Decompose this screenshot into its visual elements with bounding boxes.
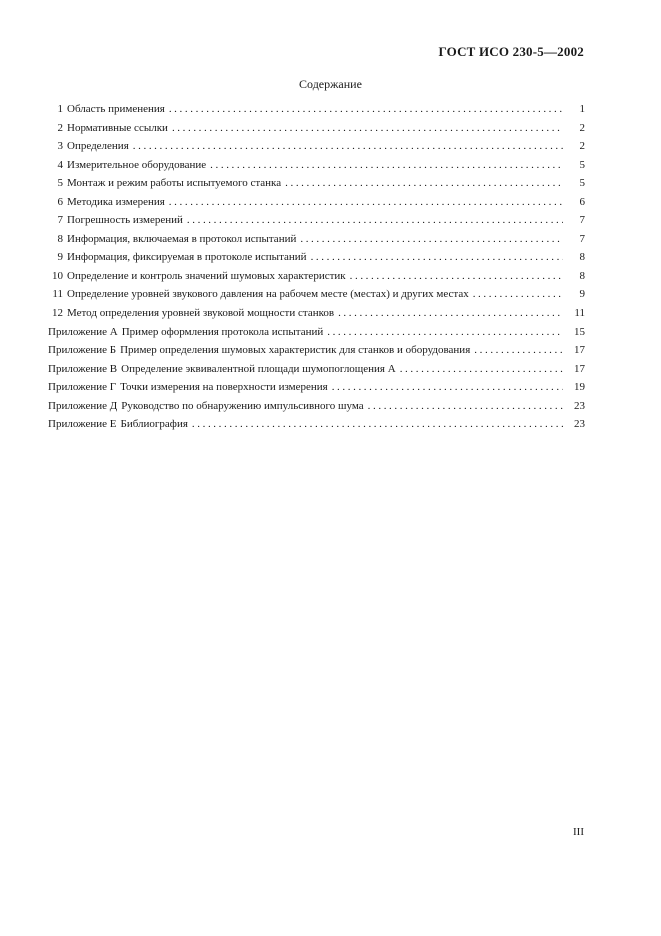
section-number: 10	[52, 269, 63, 282]
section-title: Измерительное оборудование	[67, 158, 207, 171]
dot-leader	[332, 378, 563, 397]
appendix-number: Приложение Е	[48, 418, 117, 431]
page-ref: 19	[574, 381, 585, 394]
page-ref: 1	[579, 103, 585, 115]
page-ref: 8	[579, 269, 585, 282]
toc-entry-1[interactable]	[48, 100, 585, 119]
toc-entry-2[interactable]	[48, 119, 585, 138]
appendix-number: Приложение Г	[48, 381, 117, 394]
toc-title: Содержание	[299, 77, 362, 91]
dot-leader	[350, 267, 563, 286]
dot-leader	[285, 174, 563, 193]
dot-leader	[187, 211, 563, 230]
toc-entry-appendix-a[interactable]	[48, 323, 585, 342]
section-number: 9	[57, 251, 63, 264]
section-title: Определение и контроль значений шумовых характеристик	[67, 269, 346, 282]
section-number: 3	[57, 140, 63, 153]
appendix-title: Руководство по обнаружению импульсивного шума	[121, 399, 364, 412]
page-ref: 5	[579, 158, 585, 171]
appendix-title: Библиография	[120, 418, 188, 431]
toc-entry-4[interactable]	[48, 156, 585, 175]
page-ref: 2	[579, 121, 585, 134]
appendix-number: Приложение Б	[48, 344, 117, 357]
appendix-number: Приложение В	[48, 362, 118, 375]
toc-entry-appendix-g[interactable]	[48, 378, 585, 397]
appendix-title: Точки измерения на поверхности измерения	[120, 381, 328, 394]
toc-entry-9[interactable]	[48, 248, 585, 267]
dot-leader	[210, 156, 563, 175]
toc-entry-appendix-d[interactable]	[48, 397, 585, 416]
page-ref: 5	[579, 177, 585, 190]
page-ref: 17	[574, 344, 585, 357]
toc-entry-10[interactable]	[48, 267, 585, 286]
dot-leader	[192, 415, 563, 434]
dot-leader	[368, 397, 563, 416]
page-ref: 11	[574, 307, 585, 320]
page-ref: 23	[574, 399, 585, 412]
page-ref: 6	[579, 195, 585, 208]
section-number: 6	[57, 195, 63, 208]
dot-leader	[300, 230, 563, 249]
dot-leader	[169, 193, 563, 212]
dot-leader	[473, 285, 563, 304]
page-ref: 9	[579, 288, 585, 301]
section-number: 12	[52, 307, 63, 320]
page-ref: 2	[579, 140, 585, 153]
page-number: III	[573, 826, 584, 838]
section-title: Информация, фиксируемая в протоколе испытаний	[67, 251, 307, 264]
section-title: Определения	[67, 140, 129, 153]
page-ref: 15	[574, 325, 585, 338]
section-number: 11	[52, 288, 63, 301]
section-title: Метод определения уровней звуковой мощности станков	[67, 307, 335, 320]
page-ref: 8	[579, 251, 585, 264]
dot-leader	[474, 341, 563, 360]
section-title: Определение уровней звукового давления на рабочем месте (местах) и других местах	[67, 288, 469, 301]
section-number: 5	[57, 177, 63, 190]
section-title: Монтаж и режим работы испытуемого станка	[67, 177, 282, 190]
section-number: 4	[57, 158, 63, 171]
dot-leader	[169, 100, 563, 119]
toc-entry-8[interactable]	[48, 230, 585, 249]
dot-leader	[327, 323, 563, 342]
toc-entry-11[interactable]	[48, 285, 585, 304]
page-ref: 7	[579, 232, 585, 245]
toc-entry-appendix-e[interactable]	[48, 415, 585, 434]
appendix-number: Приложение Д	[48, 399, 118, 412]
appendix-title: Определение эквивалентной площади шумопоглощения A	[121, 362, 396, 375]
dot-leader	[400, 360, 563, 379]
toc-entry-6[interactable]	[48, 193, 585, 212]
section-number: 1	[57, 103, 63, 115]
toc-entry-5[interactable]	[48, 174, 585, 193]
section-number: 7	[57, 214, 63, 227]
section-title: Методика измерения	[67, 195, 165, 208]
page-ref: 7	[579, 214, 585, 227]
dot-leader	[172, 119, 563, 138]
dot-leader	[311, 248, 563, 267]
section-title: Нормативные ссылки	[67, 121, 168, 134]
toc-entry-3[interactable]	[48, 137, 585, 156]
appendix-title: Пример определения шумовых характеристик для станков и оборудования	[120, 344, 471, 357]
toc-entry-appendix-v[interactable]	[48, 360, 585, 379]
dot-leader	[133, 137, 563, 156]
toc-entry-7[interactable]	[48, 211, 585, 230]
appendix-title: Пример оформления протокола испытаний	[121, 325, 324, 338]
section-title: Погрешность измерений	[67, 214, 183, 227]
section-number: 8	[57, 232, 63, 245]
section-title: Информация, включаемая в протокол испытаний	[67, 232, 297, 245]
section-number: 2	[57, 121, 63, 134]
table-of-contents	[48, 100, 585, 434]
page-ref: 17	[574, 362, 585, 375]
page-ref: 23	[574, 418, 585, 431]
document-code: ГОСТ ИСО 230-5—2002	[438, 44, 584, 59]
section-title: Область применения	[67, 103, 165, 115]
dot-leader	[338, 304, 563, 323]
toc-entry-appendix-b[interactable]	[48, 341, 585, 360]
appendix-number: Приложение А	[48, 325, 118, 338]
toc-entry-12[interactable]	[48, 304, 585, 323]
